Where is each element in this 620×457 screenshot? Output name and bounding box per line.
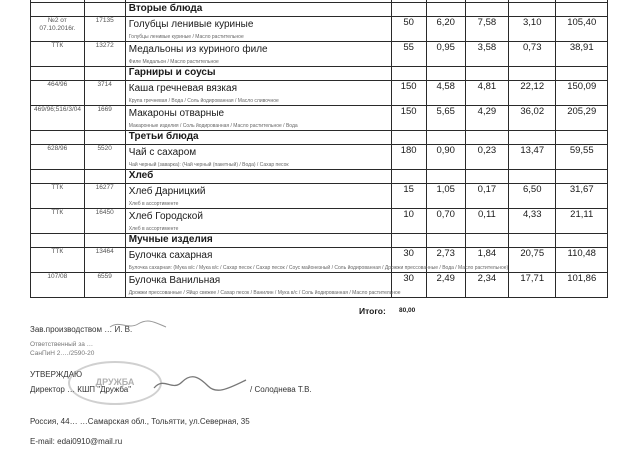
dish-recipe-ref: №2 от 07.10.2016г. [31, 17, 85, 42]
dish-kcal: 105,40 [556, 17, 608, 42]
dish-fat: 7,58 [465, 17, 508, 42]
section-cell-code [84, 234, 125, 248]
section-row [31, 3, 608, 17]
section-title: Гарниры и соусы [125, 67, 391, 81]
dish-carbs: 6,50 [509, 184, 556, 209]
dish-ingredients: Филе Медальон / Масло растительное [128, 59, 219, 65]
dish-name: Медальоны из куриного филе [128, 44, 268, 55]
section-cell-value [426, 234, 465, 248]
table-row [31, 273, 608, 298]
section-cell-value [391, 234, 426, 248]
sanpin-line: СанПиН 2.…/2590-20 [30, 350, 95, 357]
dish-protein: 4,58 [426, 81, 465, 106]
dish-protein: 2,49 [426, 273, 465, 298]
director-name: / Солоднева Т.В. [250, 385, 312, 394]
section-cell-value [465, 3, 508, 17]
section-cell-value [465, 234, 508, 248]
section-cell-value [556, 67, 608, 81]
section-cell-value [556, 131, 608, 145]
dish-carbs: 3,10 [509, 17, 556, 42]
section-cell-value [509, 170, 556, 184]
dish-recipe-ref: ТТК [31, 42, 85, 67]
dish-cell [125, 81, 391, 106]
dish-cell [125, 273, 401, 298]
director-signature [150, 372, 250, 396]
section-cell-value [465, 131, 508, 145]
dish-kcal: 110,48 [556, 248, 608, 273]
total-value: 80,00 [399, 307, 416, 314]
dish-cell [125, 106, 391, 131]
dish-recipe-ref: 107/08 [31, 273, 85, 298]
head-signature [108, 318, 168, 332]
dish-carbs: 13,47 [509, 145, 556, 170]
section-title: Третьи блюда [125, 131, 391, 145]
section-cell-ref [31, 131, 85, 145]
section-cell-value [556, 170, 608, 184]
section-cell-code [84, 170, 125, 184]
dish-cell [125, 184, 391, 209]
dish-protein: 2,73 [426, 248, 465, 273]
section-title: Мучные изделия [125, 234, 391, 248]
dish-ingredients: Булочка сахарная: (Мука в/с / Мука в/с / Сахар песок / Сахар песок / Соус майонезный / Соль йодированная / Дрожжи прессованные / Вода / Масло растительное) [128, 265, 509, 271]
dish-ingredients: Дрожжи прессованные / Яйцо свежее / Сахар песок / Ванилин / Мука в/с / Соль йодированная / Масло растительное [128, 290, 401, 296]
dish-carbs: 36,02 [509, 106, 556, 131]
dish-kcal: 150,09 [556, 81, 608, 106]
dish-recipe-ref: 469/96;516/3/04 [31, 106, 85, 131]
dish-code: 6559 [84, 273, 125, 298]
dish-cell [125, 17, 391, 42]
dish-fat: 2,34 [465, 273, 508, 298]
dish-kcal: 21,11 [556, 209, 608, 234]
section-cell-value [465, 170, 508, 184]
dish-name: Хлеб Дарницкий [128, 186, 206, 197]
dish-protein: 0,90 [426, 145, 465, 170]
dish-name: Хлеб Городской [128, 211, 203, 222]
section-row [31, 67, 608, 81]
section-cell-code [84, 131, 125, 145]
dish-protein: 1,05 [426, 184, 465, 209]
section-row [31, 170, 608, 184]
dish-protein: 5,65 [426, 106, 465, 131]
table-row [31, 145, 608, 170]
section-cell-value [509, 3, 556, 17]
dish-name: Голубцы ленивые куриные [128, 19, 254, 30]
dish-recipe-ref: ТТК [31, 248, 85, 273]
dish-code: 13272 [84, 42, 125, 67]
dish-name: Чай с сахаром [128, 147, 197, 158]
dish-code: 5520 [84, 145, 125, 170]
dish-carbs: 17,71 [509, 273, 556, 298]
dish-ingredients: Макаронные изделия / Соль йодированная / Масло растительное / Вода [128, 123, 298, 129]
dish-recipe-ref: 464/96 [31, 81, 85, 106]
dish-yield: 150 [391, 81, 426, 106]
responsible-line: Ответственный за … [30, 341, 94, 348]
dish-protein: 0,95 [426, 42, 465, 67]
section-cell-code [84, 67, 125, 81]
dish-code: 13464 [84, 248, 125, 273]
dish-ingredients: Хлеб в ассортименте [128, 226, 179, 232]
section-cell-value [391, 3, 426, 17]
dish-carbs: 4,33 [509, 209, 556, 234]
dish-fat: 3,58 [465, 42, 508, 67]
section-cell-value [391, 67, 426, 81]
table-row [31, 106, 608, 131]
section-cell-value [556, 3, 608, 17]
dish-kcal: 38,91 [556, 42, 608, 67]
dish-fat: 1,84 [465, 248, 508, 273]
dish-yield: 30 [391, 273, 426, 298]
dish-recipe-ref: 628/96 [31, 145, 85, 170]
dish-cell [125, 209, 391, 234]
dish-kcal: 205,29 [556, 106, 608, 131]
dish-protein: 6,20 [426, 17, 465, 42]
section-cell-ref [31, 234, 85, 248]
section-cell-ref [31, 170, 85, 184]
menu-table [30, 0, 608, 298]
section-cell-value [426, 3, 465, 17]
section-title: Хлеб [125, 170, 391, 184]
dish-yield: 15 [391, 184, 426, 209]
section-cell-value [509, 131, 556, 145]
dish-yield: 10 [391, 209, 426, 234]
dish-fat: 0,17 [465, 184, 508, 209]
dish-kcal: 101,86 [556, 273, 608, 298]
dish-name: Булочка сахарная [128, 250, 213, 261]
section-cell-value [391, 170, 426, 184]
table-row [31, 209, 608, 234]
section-cell-value [426, 131, 465, 145]
table-row [31, 42, 608, 67]
dish-yield: 55 [391, 42, 426, 67]
approved-line: УТВЕРЖДАЮ [30, 370, 83, 379]
dish-name: Каша гречневая вязкая [128, 83, 237, 94]
dish-fat: 0,23 [465, 145, 508, 170]
dish-protein: 0,70 [426, 209, 465, 234]
director-line: Директор … КШП "Дружба" [30, 385, 132, 394]
table-row [31, 184, 608, 209]
section-cell-value [509, 67, 556, 81]
table-row [31, 248, 608, 273]
dish-yield: 180 [391, 145, 426, 170]
dish-carbs: 20,75 [509, 248, 556, 273]
address-line: Россия, 44… …Самарская обл., Тольятти, ул.Северная, 35 [30, 417, 250, 426]
section-cell-value [509, 234, 556, 248]
section-cell-ref [31, 3, 85, 17]
table-row [31, 17, 608, 42]
dish-name: Булочка Ванильная [128, 275, 221, 286]
section-cell-value [426, 170, 465, 184]
dish-yield: 150 [391, 106, 426, 131]
dish-kcal: 59,55 [556, 145, 608, 170]
dish-fat: 4,81 [465, 81, 508, 106]
section-cell-code [84, 3, 125, 17]
dish-kcal: 31,67 [556, 184, 608, 209]
dish-ingredients: Голубцы ленивые куриные / Масло растительное [128, 34, 244, 40]
dish-carbs: 22,12 [509, 81, 556, 106]
section-cell-value [556, 234, 608, 248]
section-row [31, 234, 608, 248]
section-cell-ref [31, 67, 85, 81]
dish-recipe-ref: ТТК [31, 209, 85, 234]
dish-code: 3714 [84, 81, 125, 106]
dish-ingredients: Чай черный (заварка): (Чай черный (пакетный) / Вода) / Сахар песок [128, 162, 289, 168]
dish-recipe-ref: ТТК [31, 184, 85, 209]
dish-name: Макароны отварные [128, 108, 225, 119]
organization-stamp: ДРУЖБА [68, 361, 162, 405]
dish-cell [125, 145, 391, 170]
dish-yield: 50 [391, 17, 426, 42]
dish-code: 16450 [84, 209, 125, 234]
section-cell-value [465, 67, 508, 81]
dish-code: 1669 [84, 106, 125, 131]
dish-carbs: 0,73 [509, 42, 556, 67]
dish-code: 16277 [84, 184, 125, 209]
head-of-production-line: Зав.производством … И. В. [30, 325, 133, 334]
dish-code: 17135 [84, 17, 125, 42]
section-cell-value [426, 67, 465, 81]
dish-ingredients: Крупа гречневая / Вода / Соль йодированная / Масло сливочное [128, 98, 279, 104]
section-row [31, 131, 608, 145]
section-cell-value [391, 131, 426, 145]
email-line: E-mail: edai0910@mail.ru [30, 437, 123, 446]
dish-fat: 0,11 [465, 209, 508, 234]
dish-yield: 30 [391, 248, 426, 273]
section-title: Вторые блюда [125, 3, 391, 17]
total-label: Итого: [359, 306, 386, 316]
dish-fat: 4,29 [465, 106, 508, 131]
table-row [31, 81, 608, 106]
dish-cell [125, 42, 391, 67]
dish-ingredients: Хлеб в ассортименте [128, 201, 179, 207]
